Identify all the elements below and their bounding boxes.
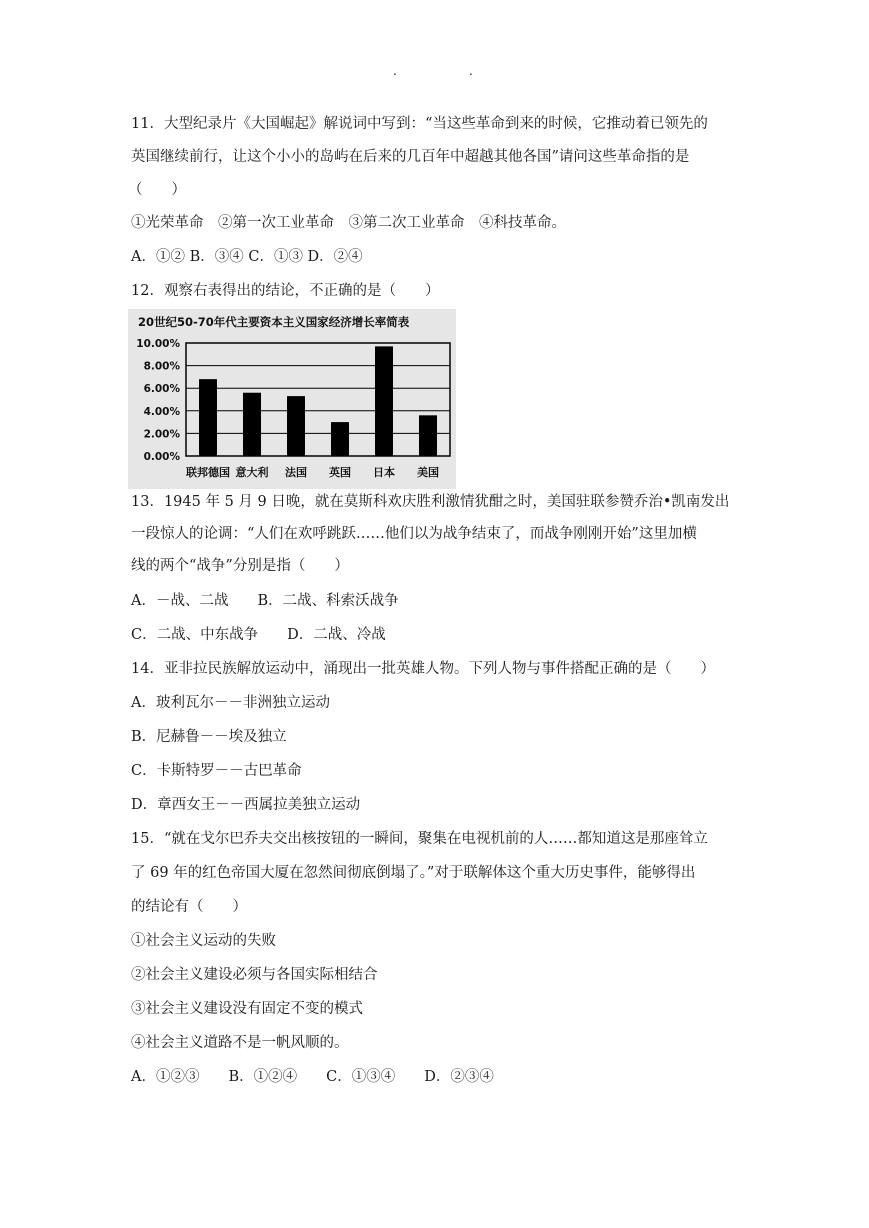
chart-y-tick-label: 0.00% [143,451,180,463]
q14-option-b: B．尼赫鲁－－埃及独立 [131,729,287,745]
q15-line-1: 15．“就在戈尔巴乔夫交出核按钮的一瞬间，聚集在电视机前的人……都知道这是那座耸立 [131,831,708,847]
q13-line-1: 13．1945 年 5 月 9 日晚，就在莫斯科欢庆胜利激情犹酣之时，美国驻联参赞乔治•凯南发出 [131,494,730,510]
q11-line-2: 英国继续前行，让这个小小的岛屿在后来的几百年中超越其他各国”请问这些革命指的是 [131,149,690,165]
q14-stem: 14．亚非拉民族解放运动中，涌现出一批英雄人物。下列人物与事件搭配正确的是（ ） [131,661,715,677]
chart-x-tick-label: 联邦德国 [186,466,230,479]
q13-line-3: 线的两个“战争”分别是指（ ） [131,558,349,574]
chart-y-tick-label: 2.00% [143,428,180,441]
chart-bar-0 [199,379,217,456]
q15-line-2: 了 69 年的红色帝国大厦在忽然间彻底倒塌了。”对于联解体这个重大历史事件，能够得出 [131,865,696,881]
q15-options: A．①②③ B．①②④ C．①③④ D．②③④ [131,1069,494,1085]
q11-line-3: （ ） [128,182,186,198]
q12-stem: 12．观察右表得出的结论，不正确的是（ ） [131,283,440,299]
chart-bar-4 [375,346,393,456]
q11-options: A．①② B．③④ C．①③ D．②④ [131,249,363,265]
chart-bar-2 [287,396,305,456]
chart-x-tick-label: 日本 [373,466,395,479]
header-dot: . [393,64,397,78]
q15-item-1: ①社会主义运动的失败 [131,933,276,949]
q14-option-c: C．卡斯特罗－－古巴革命 [131,763,302,779]
q13-options-ab: A．－战、二战 B．二战、科索沃战争 [131,593,399,609]
chart-y-tick-label: 10.00% [136,338,180,350]
chart-x-tick-label: 法国 [285,466,307,479]
growth-rate-chart-svg [128,309,456,489]
chart-bar-1 [243,393,261,456]
chart-x-tick-label: 意大利 [235,466,269,479]
chart-x-tick-label: 美国 [417,466,439,479]
chart-y-tick-label: 8.00% [143,360,180,373]
q14-option-d: D．章西女王－－西属拉美独立运动 [131,797,361,813]
q11-line-1: 11．大型纪录片《大国崛起》解说词中写到：“当这些革命到来的时候，它推动着已领先的 [131,116,708,132]
q15-item-4: ④社会主义道路不是一帆风顺的。 [131,1035,349,1051]
chart-y-tick-label: 4.00% [143,405,180,418]
q15-line-3: 的结论有（ ） [131,899,247,915]
growth-rate-chart [128,309,456,489]
q15-item-2: ②社会主义建设必须与各国实际相结合 [131,967,378,983]
header-dots [393,64,545,78]
chart-y-tick-label: 6.00% [143,383,180,396]
q13-options-cd: C．二战、中东战争 D．二战、冷战 [131,627,386,643]
chart-bar-5 [419,415,437,456]
chart-x-tick-label: 英国 [329,466,351,479]
q13-line-2: 一段惊人的论调：“人们在欢呼跳跃……他们以为战争结束了，而战争刚刚开始”这里加横 [131,526,697,542]
chart-bar-3 [331,422,349,456]
q15-item-3: ③社会主义建设没有固定不变的模式 [131,1001,363,1017]
q11-items: ①光荣革命 ②第一次工业革命 ③第二次工业革命 ④科技革命。 [131,215,566,231]
header-dot: . [469,64,473,78]
q14-option-a: A．玻利瓦尔－－非洲独立运动 [131,695,330,711]
chart-title: 20世纪50-70年代主要资本主义国家经济增长率简表 [138,315,410,329]
